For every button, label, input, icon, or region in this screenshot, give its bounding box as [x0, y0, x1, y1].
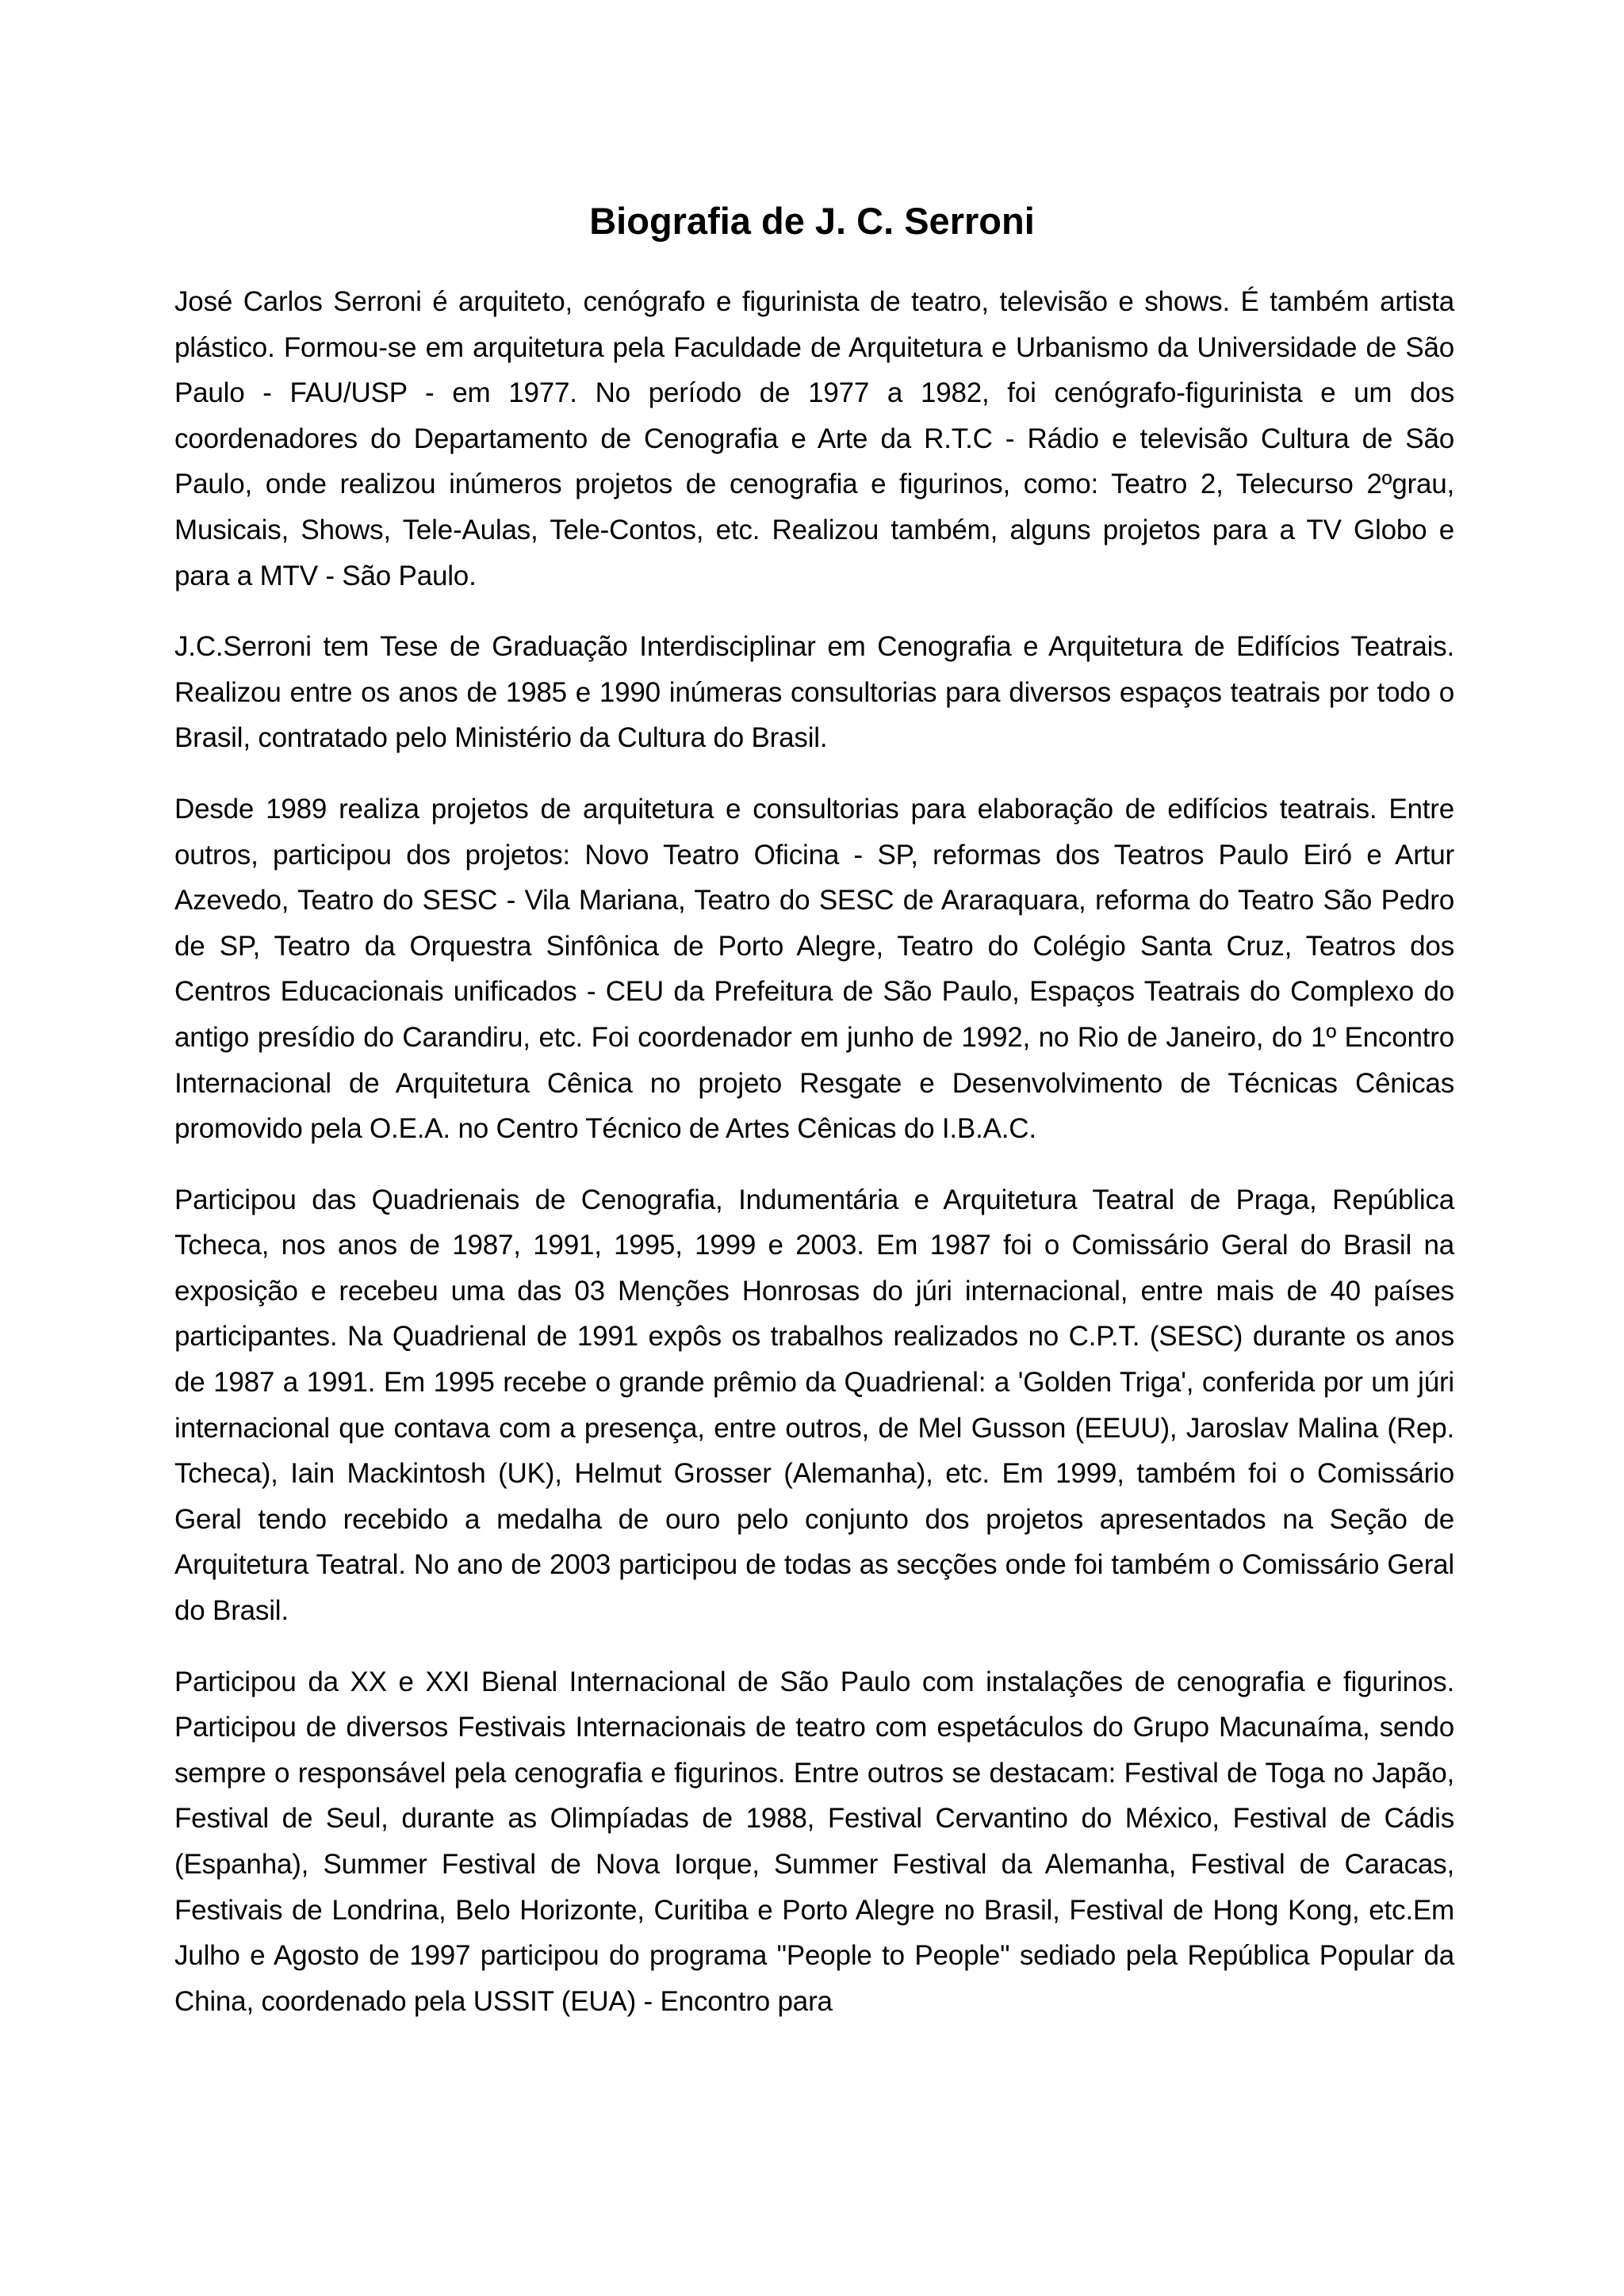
paragraph-2: J.C.Serroni tem Tese de Graduação Interdisciplinar em Cenografia e Arquitetura de Edifícios Teatrais. Realizou entre os anos de 1985 e 1990 inúmeras consultorias para diversos espaços teatrais por todo o Brasil, contratado pelo Ministério da Cultura do Brasil.: [174, 631, 1454, 754]
paragraph-4: Participou das Quadrienais de Cenografia, Indumentária e Arquitetura Teatral de Praga, República Tcheca, nos anos de 1987, 1991, 1995, 1999 e 2003. Em 1987 foi o Comissário Geral do Brasil na exposição e recebeu uma das 03 Menções Honrosas do júri internacional, entre mais de 40 países participantes. Na Quadrienal de 1991 expôs os trabalhos realizados no C.P.T. (SESC) durante os anos de 1987 a 1991. Em 1995 recebe o grande prêmio da Quadrienal: a 'Golden Triga', conferida por um júri internacional que contava com a presença, entre outros, de Mel Gusson (EEUU), Jaroslav Malina (Rep. Tcheca), Iain Mackintosh (UK), Helmut Grosser (Alemanha), etc. Em 1999, também foi o Comissário Geral tendo recebido a medalha de ouro pelo conjunto dos projetos apresentados na Seção de Arquitetura Teatral. No ano de 2003 participou de todas as secções onde foi também o Comissário Geral do Brasil.: [174, 1184, 1454, 1627]
paragraph-5: Participou da XX e XXI Bienal Internacional de São Paulo com instalações de cenografia e figurinos. Participou de diversos Festivais Internacionais de teatro com espetáculos do Grupo Macunaíma, sendo sempre o responsável pela cenografia e figurinos. Entre outros se destacam: Festival de Toga no Japão, Festival de Seul, durante as Olimpíadas de 1988, Festival Cervantino do México, Festival de Cádis (Espanha), Summer Festival de Nova Iorque, Summer Festival da Alemanha, Festival de Caracas, Festivais de Londrina, Belo Horizonte, Curitiba e Porto Alegre no Brasil, Festival de Hong Kong, etc.Em Julho e Agosto de 1997 participou do programa "People to People" sediado pela República Popular da China, coordenado pela USSIT (EUA) - Encontro para: [174, 1666, 1454, 2017]
document-body: [174, 279, 1454, 2049]
paragraph-3: Desde 1989 realiza projetos de arquitetura e consultorias para elaboração de edifícios teatrais. Entre outros, participou dos projetos: Novo Teatro Oficina - SP, reformas dos Teatros Paulo Eiró e Artur Azevedo, Teatro do SESC - Vila Mariana, Teatro do SESC de Araraquara, reforma do Teatro São Pedro de SP, Teatro da Orquestra Sinfônica de Porto Alegre, Teatro do Colégio Santa Cruz, Teatros dos Centros Educacionais unificados - CEU da Prefeitura de São Paulo, Espaços Teatrais do Complexo do antigo presídio do Carandiru, etc. Foi coordenador em junho de 1992, no Rio de Janeiro, do 1º Encontro Internacional de Arquitetura Cênica no projeto Resgate e Desenvolvimento de Técnicas Cênicas promovido pela O.E.A. no Centro Técnico de Artes Cênicas do I.B.A.C.: [174, 793, 1454, 1145]
document-title: Biografia de J. C. Serroni: [589, 200, 1035, 242]
paragraph-1: José Carlos Serroni é arquiteto, cenógrafo e figurinista de teatro, televisão e shows. É também artista plástico. Formou-se em arquitetura pela Faculdade de Arquitetura e Urbanismo da Universidade de São Paulo - FAU/USP - em 1977. No período de 1977 a 1982, foi cenógrafo-figurinista e um dos coordenadores do Departamento de Cenografia e Arte da R.T.C - Rádio e televisão Cultura de São Paulo, onde realizou inúmeros projetos de cenografia e figurinos, como: Teatro 2, Telecurso 2ºgrau, Musicais, Shows, Tele-Aulas, Tele-Contos, etc. Realizou também, alguns projetos para a TV Globo e para a MTV - São Paulo.: [174, 286, 1454, 591]
